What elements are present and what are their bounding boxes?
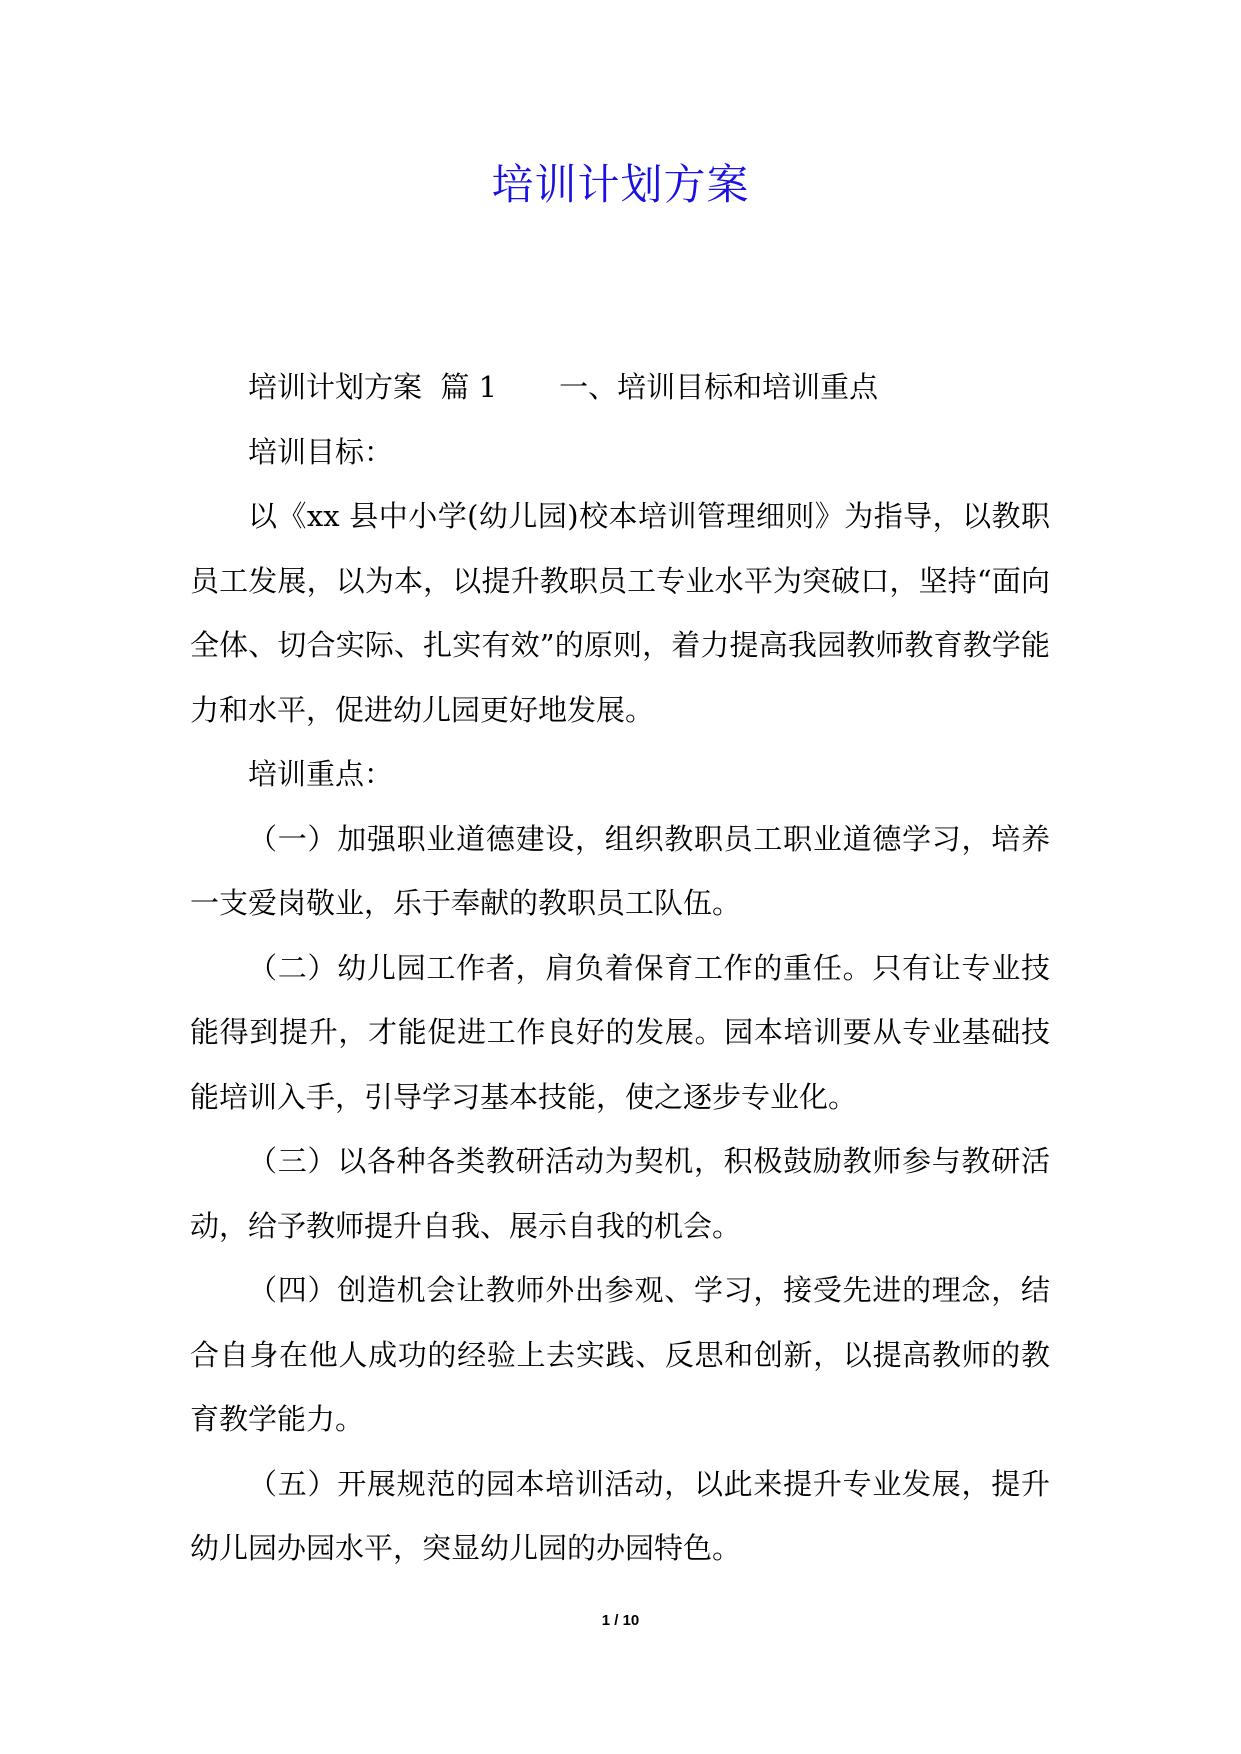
section-heading: 一、培训目标和培训重点 bbox=[559, 370, 879, 404]
paragraph: （五）开展规范的园本培训活动，以此来提升专业发展，提升幼儿园办园水平，突显幼儿园的办园特色。 bbox=[190, 1466, 1050, 1565]
section-label: 培训计划方案 篇 1 bbox=[248, 370, 498, 404]
paragraph: 以《xx 县中小学(幼儿园)校本培训管理细则》为指导，以教职员工发展，以为本，以提升教职员工专业水平为突破口，坚持“面向全体、切合实际、扎实有效”的原则，着力提高我园教师教育教学能力和水平，促进幼儿园更好地发展。 bbox=[190, 499, 1050, 727]
page-indicator: 1 / 10 bbox=[601, 1612, 640, 1629]
paragraph: （二）幼儿园工作者，肩负着保育工作的重任。只有让专业技能得到提升，才能促进工作良好的发展。园本培训要从专业基础技能培训入手，引导学习基本技能，使之逐步专业化。 bbox=[190, 950, 1050, 1114]
paragraph: （一）加强职业道德建设，组织教职员工职业道德学习，培养一支爱岗敬业，乐于奉献的教职员工队伍。 bbox=[190, 821, 1050, 920]
document-title: 培训计划方案 bbox=[491, 160, 750, 209]
paragraph: 培训重点： bbox=[248, 757, 394, 791]
paragraph: （三）以各种各类教研活动为契机，积极鼓励教师参与教研活动，给予教师提升自我、展示自我的机会。 bbox=[190, 1144, 1050, 1243]
paragraph: 培训目标： bbox=[248, 434, 394, 469]
heading-line bbox=[190, 355, 1050, 420]
paragraph: （四）创造机会让教师外出参观、学习，接受先进的理念，结合自身在他人成功的经验上去实践、反思和创新，以提高教师的教育教学能力。 bbox=[190, 1273, 1050, 1436]
document-body bbox=[190, 355, 1050, 1581]
